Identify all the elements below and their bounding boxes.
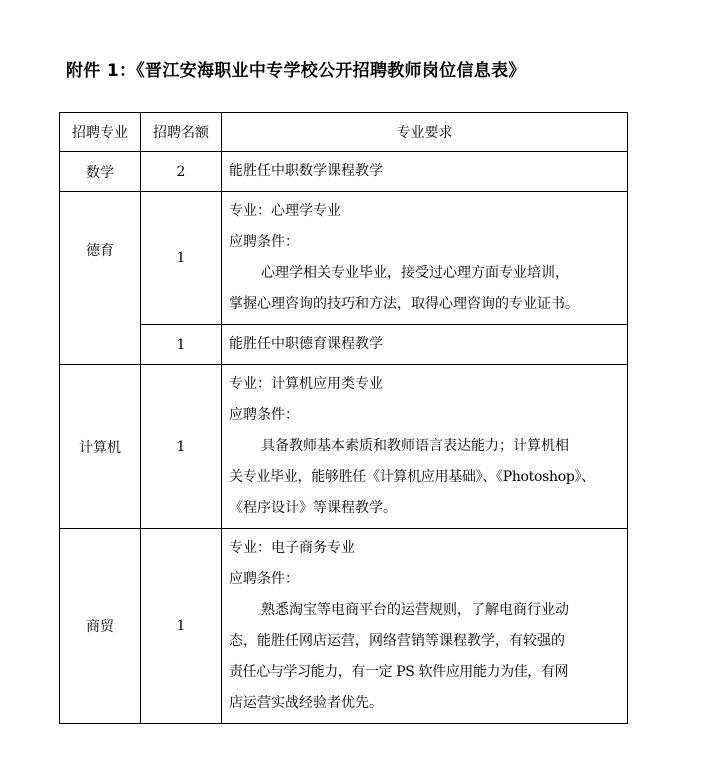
table-row bbox=[60, 152, 628, 192]
cell-major: 商贸 bbox=[60, 529, 141, 724]
requirement-major: 专业：电子商务专业 bbox=[229, 540, 355, 556]
table-row bbox=[60, 365, 628, 529]
cell-major: 计算机 bbox=[60, 365, 141, 529]
header-major: 招聘专业 bbox=[60, 113, 141, 152]
requirement-conditions-text: 店运营实战经验者优先。 bbox=[229, 695, 383, 711]
requirement-conditions-text: 态，能胜任网店运营，网络营销等课程教学，有较强的 bbox=[229, 633, 565, 649]
table-row bbox=[60, 529, 628, 724]
cell-count: 1 bbox=[141, 192, 222, 325]
requirement-major: 专业：计算机应用类专业 bbox=[229, 376, 383, 392]
requirement-conditions-label: 应聘条件： bbox=[229, 571, 299, 587]
cell-count: 1 bbox=[141, 325, 222, 365]
cell-requirement bbox=[222, 325, 628, 365]
table-header-row bbox=[60, 113, 628, 152]
table-row bbox=[60, 325, 628, 365]
major-text: 德育 bbox=[86, 243, 114, 259]
requirement-conditions-text: 《程序设计》等课程教学。 bbox=[229, 500, 397, 516]
requirement-conditions-label: 应聘条件： bbox=[229, 234, 299, 250]
cell-major bbox=[60, 192, 141, 365]
requirement-conditions-text: 具备教师基本素质和教师语言表达能力；计算机相 bbox=[261, 438, 569, 454]
table-row bbox=[60, 192, 628, 325]
requirement-conditions-text: 关专业毕业，能够胜任《计算机应用基础》、《Photoshop》、 bbox=[229, 469, 595, 485]
header-requirement: 专业要求 bbox=[222, 113, 628, 152]
cell-requirement bbox=[222, 152, 628, 192]
cell-requirement bbox=[222, 529, 628, 724]
page-title: 附件 1：《晋江安海职业中专学校公开招聘教师岗位信息表》 bbox=[66, 61, 526, 81]
cell-count: 2 bbox=[141, 152, 222, 192]
requirement-conditions-text: 掌握心理咨询的技巧和方法，取得心理咨询的专业证书。 bbox=[229, 296, 579, 312]
requirement-conditions-label: 应聘条件： bbox=[229, 407, 299, 423]
cell-count: 1 bbox=[141, 365, 222, 529]
requirement-text: 能胜任中职德育课程教学 bbox=[229, 336, 383, 352]
recruitment-table bbox=[59, 112, 628, 724]
requirement-conditions-text: 熟悉淘宝等电商平台的运营规则，了解电商行业动 bbox=[261, 602, 569, 618]
cell-requirement bbox=[222, 365, 628, 529]
requirement-conditions-text: 心理学相关专业毕业，接受过心理方面专业培训， bbox=[261, 265, 569, 281]
requirement-conditions-text: 责任心与学习能力，有一定 PS 软件应用能力为佳，有网 bbox=[229, 664, 569, 680]
cell-major: 数学 bbox=[60, 152, 141, 192]
cell-requirement bbox=[222, 192, 628, 325]
cell-count: 1 bbox=[141, 529, 222, 724]
requirement-text: 能胜任中职数学课程教学 bbox=[229, 163, 383, 179]
header-count: 招聘名额 bbox=[141, 113, 222, 152]
requirement-major: 专业：心理学专业 bbox=[229, 203, 341, 219]
